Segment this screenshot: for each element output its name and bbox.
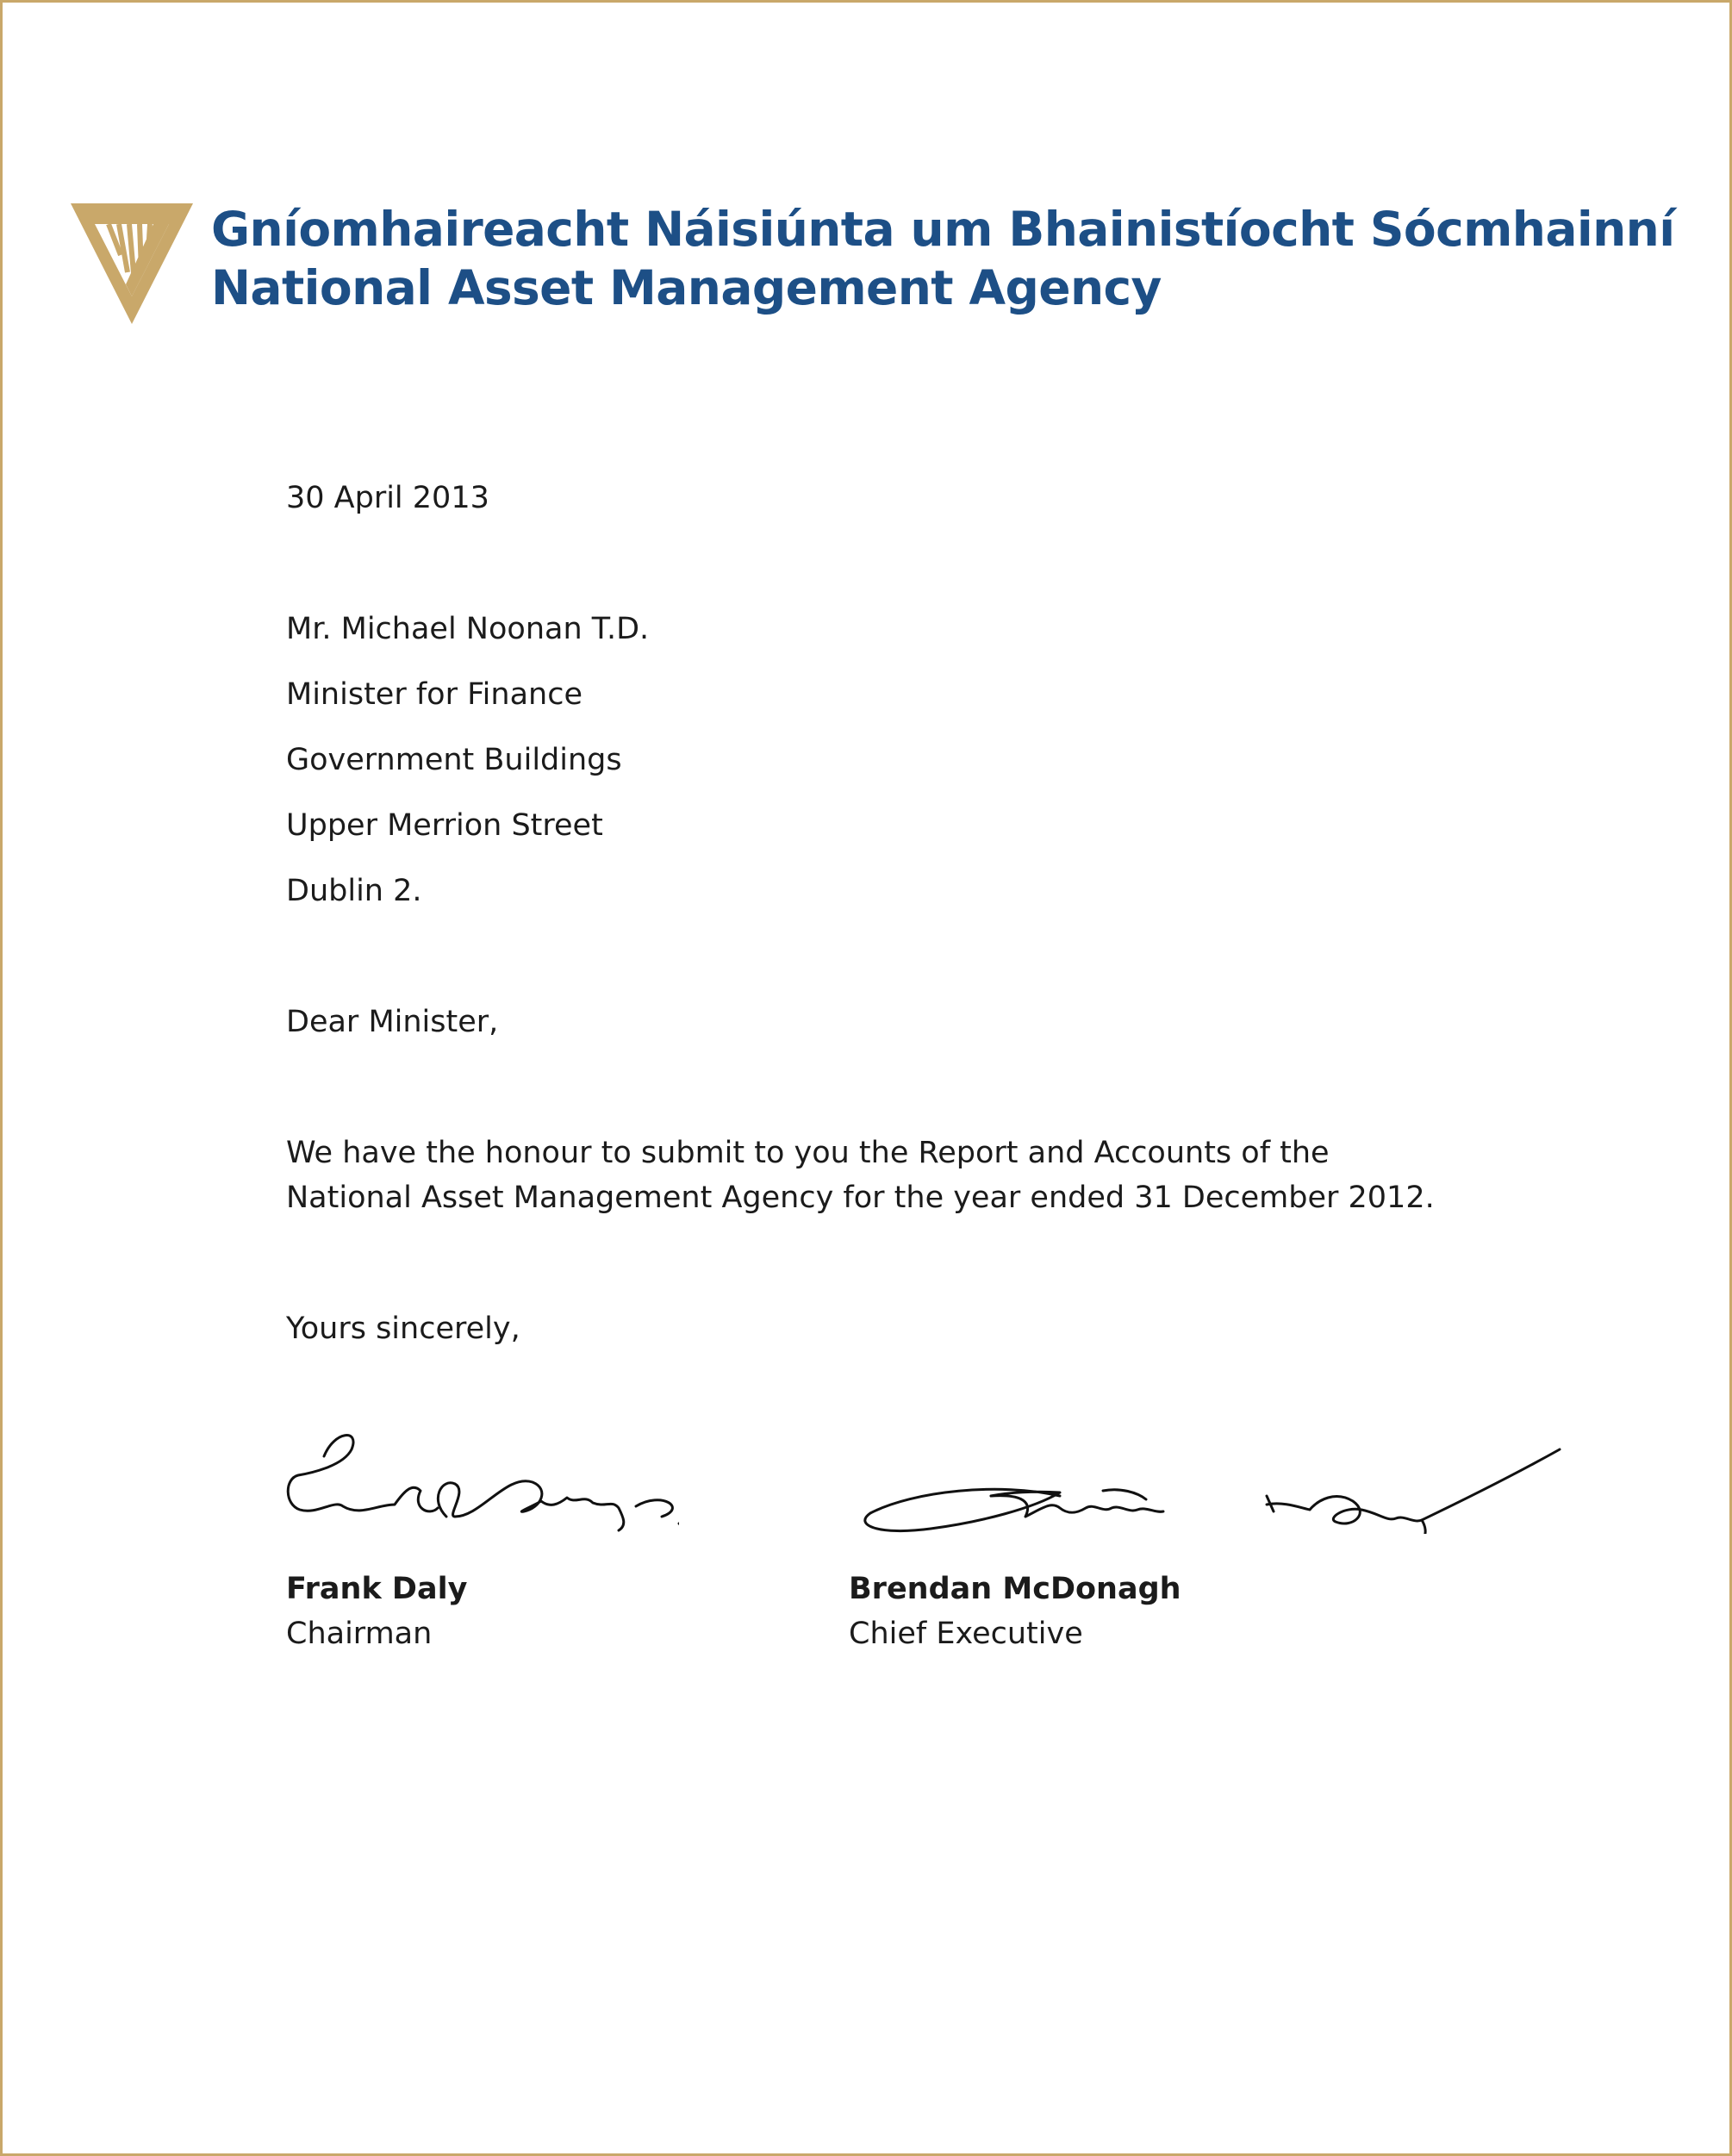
salutation: Dear Minister, [286, 1005, 499, 1039]
signature-frank-daly [283, 1422, 679, 1542]
letter-date: 30 April 2013 [286, 481, 489, 515]
signatory-name: Frank Daly [286, 1572, 468, 1606]
signatory-title: Chief Executive [849, 1617, 1083, 1651]
recipient-line: Dublin 2. [286, 874, 422, 908]
agency-name-english: National Asset Management Agency [211, 260, 1162, 315]
signatory-name: Brendan McDonagh [849, 1572, 1181, 1606]
recipient-line: Minister for Finance [286, 677, 583, 712]
signature-brendan-mcdonagh [862, 1439, 1568, 1534]
signatory-title: Chairman [286, 1617, 433, 1651]
closing: Yours sincerely, [286, 1312, 520, 1346]
agency-name [211, 200, 1674, 317]
body-line: National Asset Management Agency for the year ended 31 December 2012. [286, 1181, 1435, 1215]
recipient-line: Mr. Michael Noonan T.D. [286, 612, 650, 646]
body-line: We have the honour to submit to you the Report and Accounts of the [286, 1136, 1330, 1170]
harp-triangle-logo-icon [71, 203, 193, 324]
agency-name-irish: Gníomhaireacht Náisiúnta um Bhainistíocht Sócmhainní [211, 202, 1675, 257]
recipient-line: Upper Merrion Street [286, 808, 603, 843]
recipient-line: Government Buildings [286, 743, 622, 777]
